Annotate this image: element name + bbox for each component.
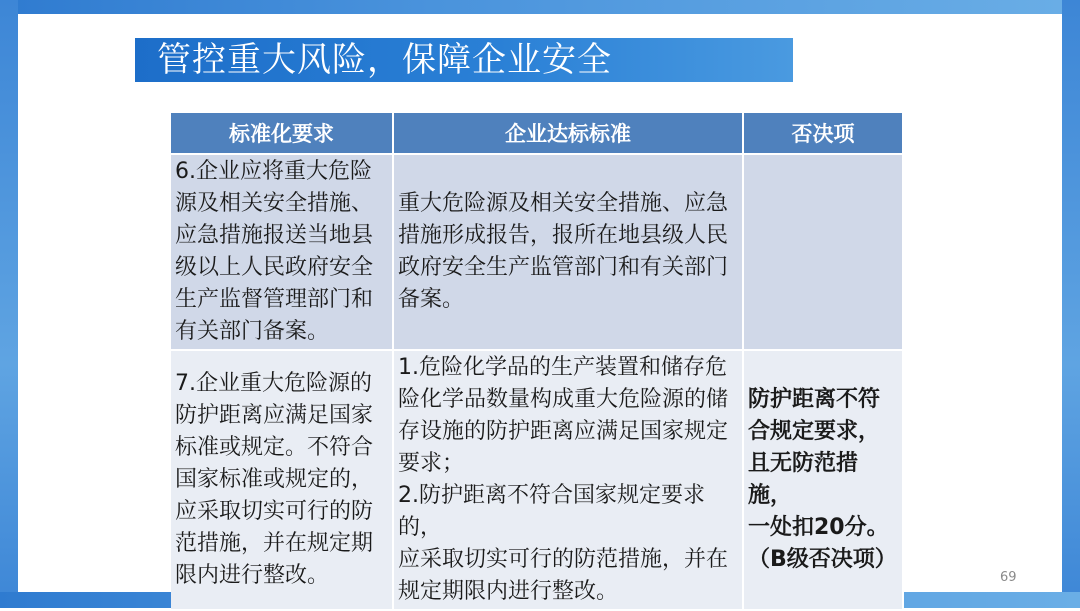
slide-title: 管控重大风险，保障企业安全 xyxy=(135,38,793,82)
table-row xyxy=(171,154,903,350)
header-veto: 否决项 xyxy=(743,113,903,154)
table-row xyxy=(171,350,903,610)
standards-table xyxy=(171,113,904,611)
standard-cell: 重大危险源及相关安全措施、应急 措施形成报告，报所在地县级人民 政府安全生产监管部门和有关部门 备案。 xyxy=(393,154,743,350)
veto-cell: 防护距离不符 合规定要求， 且无防范措施， 一处扣20分。 （B级否决项） xyxy=(743,350,903,610)
veto-cell xyxy=(743,154,903,350)
page-number: 69 xyxy=(1000,570,1017,585)
requirement-cell: 6.企业应将重大危险 源及相关安全措施、 应急措施报送当地县 级以上人民政府安全 生产监督管理部门和 有关部门备案。 xyxy=(171,154,393,350)
left-border xyxy=(0,0,18,608)
table-header-row xyxy=(171,113,903,154)
right-border xyxy=(1062,0,1080,608)
standard-cell: 1.危险化学品的生产装置和储存危 险化学品数量构成重大危险源的储 存设施的防护距离应满足国家规定 要求； 2.防护距离不符合国家规定要求的， 应采取切实可行的防范措施，并在 规定期限内进行整改。 xyxy=(393,350,743,610)
requirement-cell: 7.企业重大危险源的 防护距离应满足国家 标准或规定。不符合 国家标准或规定的， 应采取切实可行的防 范措施，并在规定期 限内进行整改。 xyxy=(171,350,393,610)
top-border xyxy=(0,0,1080,14)
header-requirement: 标准化要求 xyxy=(171,113,393,154)
header-standard: 企业达标标准 xyxy=(393,113,743,154)
